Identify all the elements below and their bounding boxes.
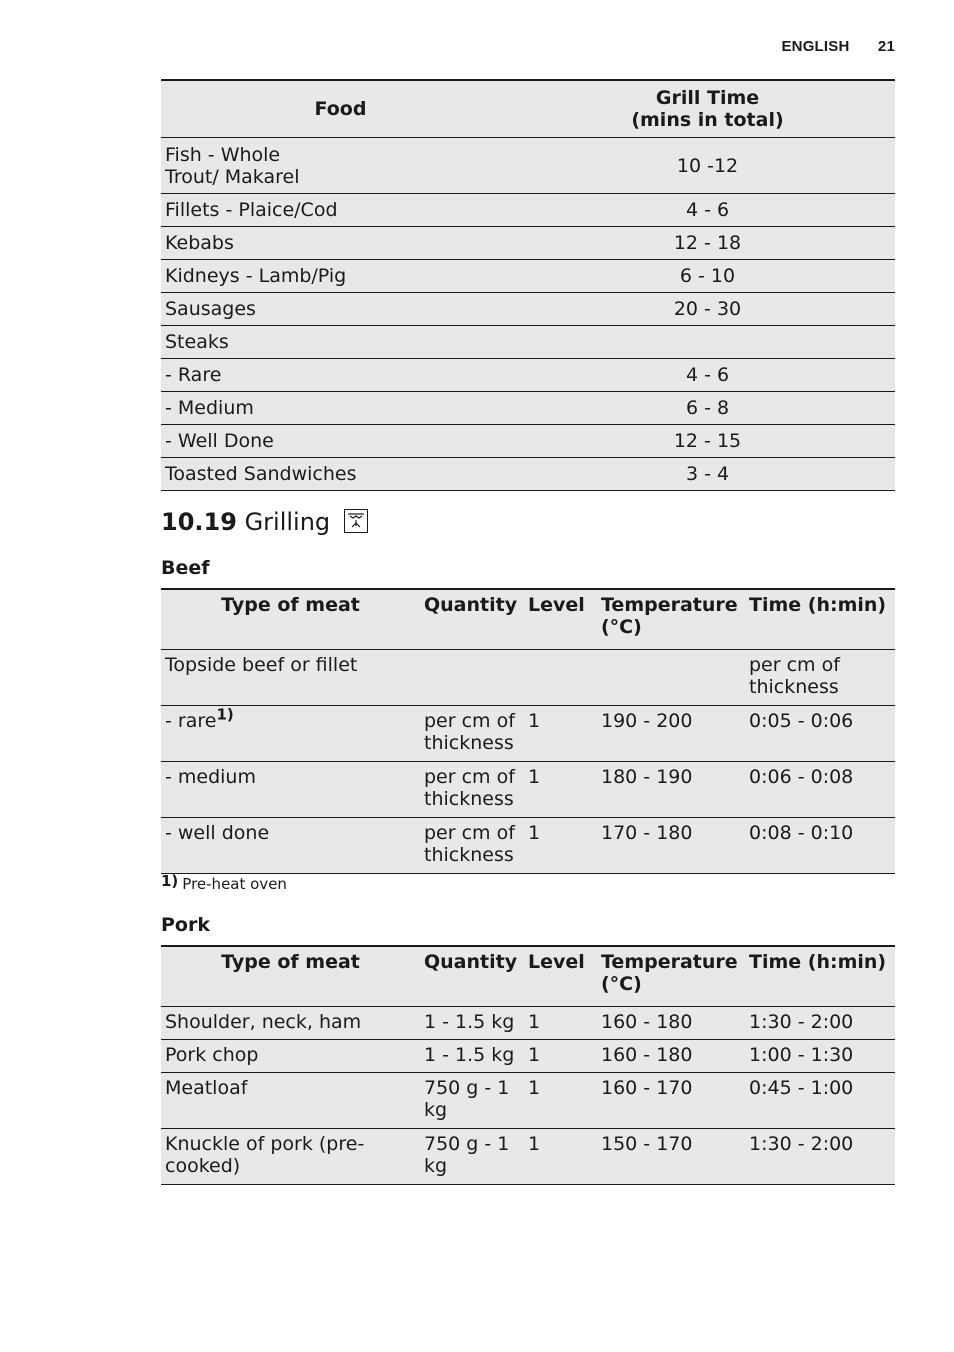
food-cell: - Rare xyxy=(161,359,520,392)
time-cell: 20 - 30 xyxy=(520,293,895,326)
level-cell: 1 xyxy=(524,762,597,818)
type-text: - rare xyxy=(165,710,217,732)
food-cell: Fillets - Plaice/Cod xyxy=(161,194,520,227)
column-header-level: Level xyxy=(524,589,597,650)
food-cell: Toasted Sandwiches xyxy=(161,458,520,491)
level-cell: 1 xyxy=(524,818,597,874)
table-row xyxy=(161,762,895,818)
table-row xyxy=(161,1040,895,1073)
footnote xyxy=(161,872,287,893)
type-cell: Pork chop xyxy=(161,1040,420,1073)
time-cell: 10 -12 xyxy=(520,138,895,194)
temperature-cell: 160 - 170 xyxy=(597,1073,745,1129)
table-row xyxy=(161,458,895,491)
section-number: 10.19 xyxy=(161,508,237,536)
column-header-temperature: Temperature (°C) xyxy=(597,946,745,1007)
quantity-cell: per cm of thickness xyxy=(420,762,524,818)
column-header-type: Type of meat xyxy=(161,946,420,1007)
type-cell: Topside beef or fillet xyxy=(161,650,420,706)
food-cell: Sausages xyxy=(161,293,520,326)
time-cell: per cm of thickness xyxy=(745,650,895,706)
table-row xyxy=(161,293,895,326)
quantity-cell: per cm of thickness xyxy=(420,818,524,874)
time-cell: 1:30 - 2:00 xyxy=(745,1007,895,1040)
temperature-cell: 160 - 180 xyxy=(597,1040,745,1073)
type-cell: Shoulder, neck, ham xyxy=(161,1007,420,1040)
quantity-cell: 750 g - 1 kg xyxy=(420,1073,524,1129)
type-cell xyxy=(161,706,420,762)
section-title: Grilling xyxy=(244,508,331,536)
table-row xyxy=(161,650,895,706)
food-cell: Fish - Whole Trout/ Makarel xyxy=(161,138,520,194)
level-cell: 1 xyxy=(524,1073,597,1129)
column-header-grill-time: Grill Time (mins in total) xyxy=(520,80,895,138)
table-row xyxy=(161,227,895,260)
section-heading xyxy=(161,508,368,536)
time-cell: 1:00 - 1:30 xyxy=(745,1040,895,1073)
time-cell: 0:05 - 0:06 xyxy=(745,706,895,762)
language-label: ENGLISH xyxy=(781,38,850,55)
time-cell xyxy=(520,326,895,359)
table-row xyxy=(161,1073,895,1129)
temperature-cell: 160 - 180 xyxy=(597,1007,745,1040)
time-cell: 12 - 18 xyxy=(520,227,895,260)
pork-heading: Pork xyxy=(161,914,210,936)
food-cell: - Well Done xyxy=(161,425,520,458)
page-header xyxy=(757,38,895,55)
quantity-cell: per cm of thickness xyxy=(420,706,524,762)
temperature-cell: 170 - 180 xyxy=(597,818,745,874)
temperature-cell: 190 - 200 xyxy=(597,706,745,762)
temperature-cell: 150 - 170 xyxy=(597,1129,745,1185)
grill-icon xyxy=(344,509,368,533)
temperature-cell: 180 - 190 xyxy=(597,762,745,818)
time-cell: 0:45 - 1:00 xyxy=(745,1073,895,1129)
table-row xyxy=(161,194,895,227)
column-header-time: Time (h:min) xyxy=(745,589,895,650)
time-cell: 3 - 4 xyxy=(520,458,895,491)
page-number: 21 xyxy=(877,38,895,55)
footnote-marker: 1) xyxy=(161,872,179,890)
type-cell: Meatloaf xyxy=(161,1073,420,1129)
time-cell: 0:08 - 0:10 xyxy=(745,818,895,874)
level-cell: 1 xyxy=(524,1129,597,1185)
quantity-cell: 750 g - 1 kg xyxy=(420,1129,524,1185)
level-cell: 1 xyxy=(524,1007,597,1040)
column-header-temperature: Temperature (°C) xyxy=(597,589,745,650)
column-header-level: Level xyxy=(524,946,597,1007)
type-cell: - medium xyxy=(161,762,420,818)
table-row xyxy=(161,326,895,359)
time-cell: 0:06 - 0:08 xyxy=(745,762,895,818)
table-row xyxy=(161,260,895,293)
table-row xyxy=(161,818,895,874)
food-cell: - Medium xyxy=(161,392,520,425)
level-cell: 1 xyxy=(524,1040,597,1073)
temperature-cell xyxy=(597,650,745,706)
table-row xyxy=(161,392,895,425)
type-cell: - well done xyxy=(161,818,420,874)
quantity-cell: 1 - 1.5 kg xyxy=(420,1040,524,1073)
type-cell: Knuckle of pork (pre- cooked) xyxy=(161,1129,420,1185)
column-header-food: Food xyxy=(161,80,520,138)
time-cell: 6 - 10 xyxy=(520,260,895,293)
table-row xyxy=(161,138,895,194)
table-row xyxy=(161,1007,895,1040)
level-cell xyxy=(524,650,597,706)
pork-table xyxy=(161,945,895,1185)
time-cell: 1:30 - 2:00 xyxy=(745,1129,895,1185)
food-cell: Steaks xyxy=(161,326,520,359)
level-cell: 1 xyxy=(524,706,597,762)
quantity-cell: 1 - 1.5 kg xyxy=(420,1007,524,1040)
beef-table xyxy=(161,588,895,874)
time-cell: 12 - 15 xyxy=(520,425,895,458)
column-header-quantity: Quantity xyxy=(420,946,524,1007)
food-cell: Kidneys - Lamb/Pig xyxy=(161,260,520,293)
table-row xyxy=(161,425,895,458)
footnote-text: Pre-heat oven xyxy=(182,875,287,893)
beef-heading: Beef xyxy=(161,557,210,579)
grill-time-table xyxy=(161,79,895,491)
time-cell: 6 - 8 xyxy=(520,392,895,425)
time-cell: 4 - 6 xyxy=(520,359,895,392)
food-cell: Kebabs xyxy=(161,227,520,260)
quantity-cell xyxy=(420,650,524,706)
time-cell: 4 - 6 xyxy=(520,194,895,227)
column-header-type: Type of meat xyxy=(161,589,420,650)
footnote-ref: 1) xyxy=(216,705,234,724)
table-row xyxy=(161,359,895,392)
column-header-quantity: Quantity xyxy=(420,589,524,650)
table-row xyxy=(161,706,895,762)
column-header-time: Time (h:min) xyxy=(745,946,895,1007)
table-row xyxy=(161,1129,895,1185)
